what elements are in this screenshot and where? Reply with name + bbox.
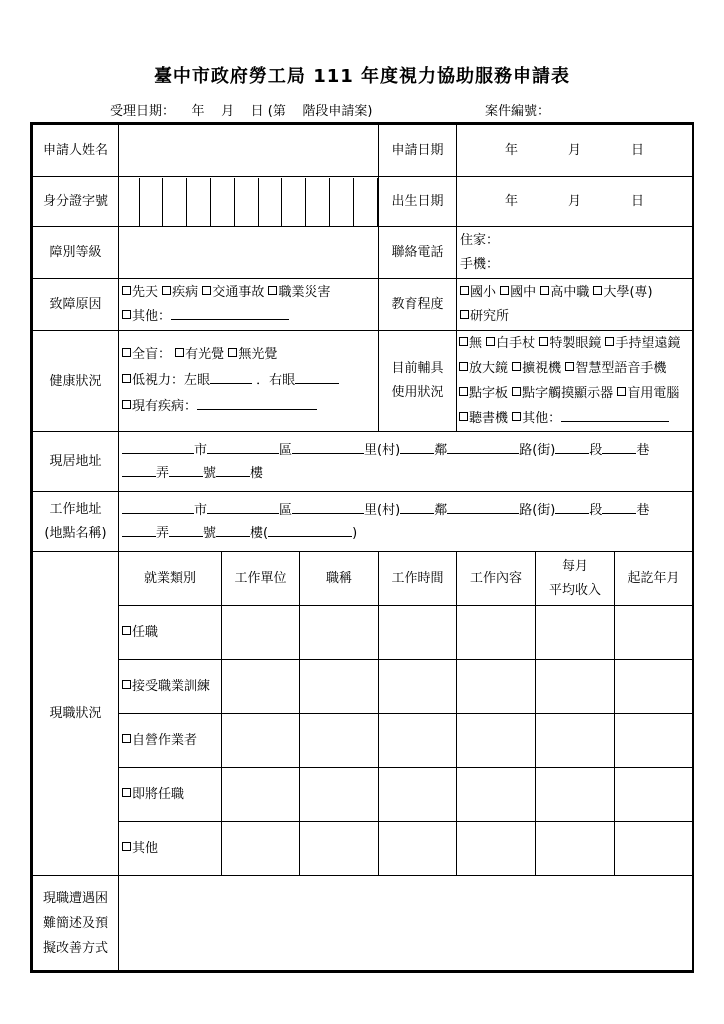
checkbox-icon bbox=[122, 286, 131, 295]
checkbox-icon bbox=[565, 362, 574, 371]
table-cell[interactable] bbox=[379, 768, 457, 822]
apply-month-label: 月 bbox=[568, 143, 582, 158]
checkbox-icon bbox=[122, 400, 131, 409]
checkbox-icon bbox=[268, 286, 277, 295]
table-cell[interactable] bbox=[222, 768, 300, 822]
checkbox-icon bbox=[512, 362, 521, 371]
table-cell[interactable] bbox=[222, 606, 300, 660]
apply-day-label: 日 bbox=[631, 143, 645, 158]
table-cell[interactable] bbox=[379, 822, 457, 876]
apply-date-field[interactable] bbox=[457, 125, 693, 177]
checkbox-icon bbox=[459, 412, 468, 421]
aid-other-checkbox[interactable]: 其他： bbox=[512, 411, 561, 426]
table-cell[interactable] bbox=[379, 606, 457, 660]
table-cell[interactable] bbox=[222, 660, 300, 714]
table-cell[interactable] bbox=[457, 606, 536, 660]
case-number-label: 案件編號： bbox=[485, 104, 551, 119]
table-cell[interactable] bbox=[457, 822, 536, 876]
checkbox-icon bbox=[459, 387, 468, 396]
checkbox-icon bbox=[122, 734, 131, 743]
birth-day-label: 日 bbox=[631, 194, 645, 209]
emp-header-category: 就業類別 bbox=[119, 552, 222, 606]
aid-other-blank[interactable] bbox=[561, 408, 669, 422]
checkbox-icon bbox=[122, 788, 131, 797]
checkbox-icon bbox=[122, 374, 131, 383]
emp-header-title: 職稱 bbox=[300, 552, 379, 606]
disability-level-label: 障別等級 bbox=[33, 227, 119, 279]
table-cell[interactable] bbox=[536, 714, 615, 768]
table-cell[interactable] bbox=[536, 768, 615, 822]
cause-congenital-checkbox[interactable]: 先天 bbox=[122, 285, 158, 300]
emp-row-self-employed[interactable]: 自營作業者 bbox=[119, 714, 222, 768]
emp-header-unit: 工作單位 bbox=[222, 552, 300, 606]
emp-header-content: 工作內容 bbox=[457, 552, 536, 606]
health-status-options bbox=[119, 331, 379, 432]
id-number-label: 身分證字號 bbox=[33, 177, 119, 227]
table-cell[interactable] bbox=[300, 822, 379, 876]
birth-date-field[interactable] bbox=[457, 177, 693, 227]
aid-book-reader-checkbox[interactable]: 聽書機 bbox=[459, 411, 508, 426]
table-cell[interactable] bbox=[300, 714, 379, 768]
no-light-perception-checkbox[interactable]: 無光覺 bbox=[228, 347, 277, 362]
checkbox-icon bbox=[500, 286, 509, 295]
right-eye-label: ．右眼 bbox=[256, 373, 296, 388]
checkbox-icon bbox=[539, 337, 548, 346]
home-address-field[interactable]: 市 區 里(村) 鄰 路(街) 段 巷 弄 號 樓 bbox=[119, 432, 693, 492]
checkbox-icon bbox=[460, 286, 469, 295]
totally-blind-checkbox[interactable]: 全盲： bbox=[122, 347, 171, 362]
table-cell[interactable] bbox=[615, 822, 693, 876]
emp-row-employed[interactable]: 任職 bbox=[119, 606, 222, 660]
contact-phone-field[interactable] bbox=[457, 227, 693, 279]
table-cell[interactable] bbox=[457, 714, 536, 768]
received-date-line: 受理日期： 年 月 日 (第 階段申請案) bbox=[110, 104, 373, 119]
table-cell[interactable] bbox=[300, 660, 379, 714]
aid-white-cane-checkbox[interactable]: 白手杖 bbox=[486, 336, 535, 351]
education-label: 教育程度 bbox=[379, 279, 457, 331]
aid-magnifier-checkbox[interactable]: 放大鏡 bbox=[459, 361, 508, 376]
emp-header-period: 起訖年月 bbox=[615, 552, 693, 606]
checkbox-icon bbox=[593, 286, 602, 295]
aid-cctv-checkbox[interactable]: 擴視機 bbox=[512, 361, 561, 376]
education-options bbox=[457, 279, 693, 331]
cause-traffic-checkbox[interactable]: 交通事故 bbox=[202, 285, 264, 300]
emp-header-hours: 工作時間 bbox=[379, 552, 457, 606]
checkbox-icon bbox=[202, 286, 211, 295]
edu-graduate-checkbox[interactable]: 研究所 bbox=[460, 309, 509, 324]
table-cell[interactable] bbox=[457, 768, 536, 822]
birth-year-label: 年 bbox=[505, 194, 519, 209]
table-cell[interactable] bbox=[379, 660, 457, 714]
employment-status-label: 現職狀況 bbox=[33, 552, 119, 876]
edu-junior-checkbox[interactable]: 國中 bbox=[500, 285, 536, 300]
checkbox-icon bbox=[512, 387, 521, 396]
edu-college-checkbox[interactable]: 大學(專) bbox=[593, 285, 652, 300]
cause-other-blank[interactable] bbox=[171, 306, 289, 320]
checkbox-icon bbox=[486, 337, 495, 346]
cause-disease-checkbox[interactable]: 疾病 bbox=[162, 285, 198, 300]
checkbox-icon bbox=[122, 310, 131, 319]
checkbox-icon bbox=[122, 626, 131, 635]
assistive-devices-label: 目前輔具 使用狀況 bbox=[379, 331, 457, 432]
apply-year-label: 年 bbox=[505, 143, 519, 158]
left-eye-blank[interactable] bbox=[210, 370, 252, 384]
applicant-name-label: 申請人姓名 bbox=[33, 125, 119, 177]
emp-header-income: 每月 平均收入 bbox=[536, 552, 615, 606]
home-phone-label: 住家： bbox=[460, 232, 500, 248]
assistive-devices-options bbox=[457, 331, 693, 432]
checkbox-icon bbox=[228, 348, 237, 357]
aid-telescope-checkbox[interactable]: 手持望遠鏡 bbox=[605, 336, 680, 351]
low-vision-checkbox[interactable]: 低視力：左眼 bbox=[122, 373, 210, 388]
work-address-field[interactable]: 市 區 里(村) 鄰 路(街) 段 巷 弄 號 樓( ) bbox=[119, 492, 693, 552]
table-cell[interactable] bbox=[457, 660, 536, 714]
table-cell[interactable] bbox=[615, 606, 693, 660]
checkbox-icon bbox=[540, 286, 549, 295]
edu-elementary-checkbox[interactable]: 國小 bbox=[460, 285, 496, 300]
right-eye-blank[interactable] bbox=[295, 370, 339, 384]
checkbox-icon bbox=[459, 362, 468, 371]
health-status-label: 健康狀況 bbox=[33, 331, 119, 432]
table-cell[interactable] bbox=[379, 714, 457, 768]
birth-month-label: 月 bbox=[568, 194, 582, 209]
checkbox-icon bbox=[460, 310, 469, 319]
disability-level-field[interactable] bbox=[119, 227, 379, 279]
checkbox-icon bbox=[617, 387, 626, 396]
aid-blind-computer-checkbox[interactable]: 盲用電腦 bbox=[617, 386, 679, 401]
aid-none-checkbox[interactable]: 無 bbox=[459, 336, 482, 351]
cause-other-checkbox[interactable]: 其他： bbox=[122, 309, 171, 324]
table-cell[interactable] bbox=[300, 768, 379, 822]
checkbox-icon bbox=[122, 842, 131, 851]
aid-braille-display-checkbox[interactable]: 點字觸摸顯示器 bbox=[512, 386, 613, 401]
table-cell[interactable] bbox=[615, 714, 693, 768]
checkbox-icon bbox=[122, 348, 131, 357]
table-cell[interactable] bbox=[536, 606, 615, 660]
aid-smartphone-checkbox[interactable]: 智慧型語音手機 bbox=[565, 361, 666, 376]
difficulty-description-field[interactable] bbox=[119, 876, 693, 971]
contact-phone-label: 聯絡電話 bbox=[379, 227, 457, 279]
disability-cause-options bbox=[119, 279, 379, 331]
form-title: 臺中市政府勞工局 111 年度視力協助服務申請表 bbox=[153, 66, 571, 87]
aid-special-glasses-checkbox[interactable]: 特製眼鏡 bbox=[539, 336, 601, 351]
checkbox-icon bbox=[175, 348, 184, 357]
application-form-table bbox=[32, 124, 693, 971]
disability-cause-label: 致障原因 bbox=[33, 279, 119, 331]
mobile-phone-label: 手機： bbox=[460, 256, 500, 272]
table-cell[interactable] bbox=[300, 606, 379, 660]
id-number-boxes bbox=[139, 178, 378, 226]
edu-senior-checkbox[interactable]: 高中職 bbox=[540, 285, 589, 300]
checkbox-icon bbox=[459, 337, 468, 346]
work-address-label: 工作地址 (地點名稱) bbox=[33, 492, 119, 552]
cause-occupational-checkbox[interactable]: 職業災害 bbox=[268, 285, 330, 300]
home-address-label: 現居地址 bbox=[33, 432, 119, 492]
table-cell[interactable] bbox=[222, 822, 300, 876]
difficulty-label: 現職遭遇困 難簡述及預 擬改善方式 bbox=[33, 876, 119, 971]
current-disease-blank[interactable] bbox=[197, 396, 317, 410]
checkbox-icon bbox=[512, 412, 521, 421]
checkbox-icon bbox=[162, 286, 171, 295]
checkbox-icon bbox=[122, 680, 131, 689]
applicant-name-field[interactable] bbox=[119, 125, 379, 177]
table-cell[interactable] bbox=[615, 660, 693, 714]
light-perception-checkbox[interactable]: 有光覺 bbox=[175, 347, 224, 362]
table-cell[interactable] bbox=[615, 768, 693, 822]
table-cell[interactable] bbox=[536, 822, 615, 876]
table-cell[interactable] bbox=[222, 714, 300, 768]
current-disease-checkbox[interactable]: 現有疾病： bbox=[122, 399, 197, 414]
table-cell[interactable] bbox=[536, 660, 615, 714]
aid-braille-slate-checkbox[interactable]: 點字板 bbox=[459, 386, 508, 401]
emp-row-other[interactable]: 其他 bbox=[119, 822, 222, 876]
emp-row-training[interactable]: 接受職業訓練 bbox=[119, 660, 222, 714]
apply-date-label: 申請日期 bbox=[379, 125, 457, 177]
checkbox-icon bbox=[605, 337, 614, 346]
birth-date-label: 出生日期 bbox=[379, 177, 457, 227]
id-number-field[interactable] bbox=[119, 177, 379, 227]
emp-row-upcoming[interactable]: 即將任職 bbox=[119, 768, 222, 822]
